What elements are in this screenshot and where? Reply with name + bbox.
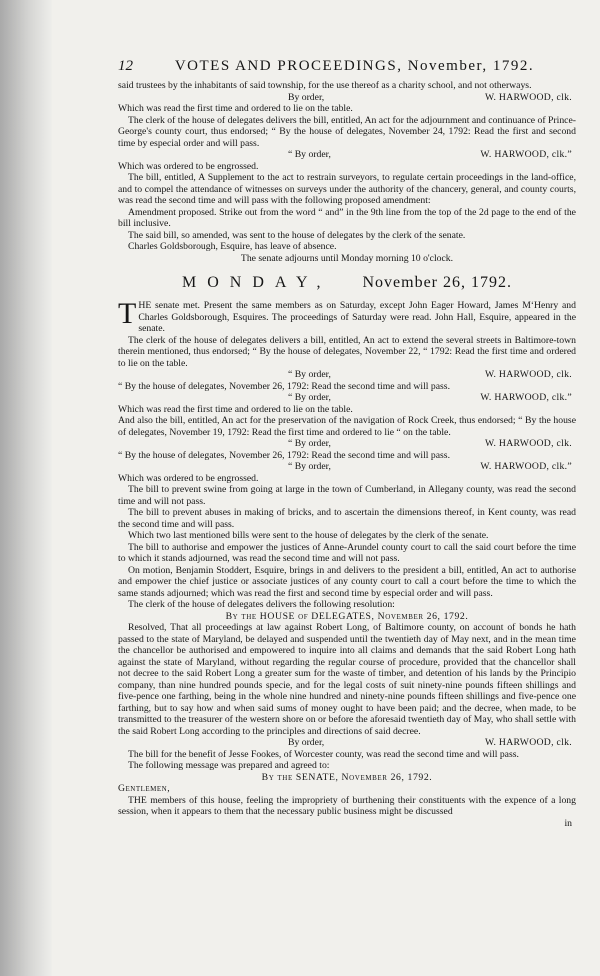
resolution-heading: By the HOUSE of DELEGATES, November 26, 1792. [225, 610, 469, 622]
page-number: 12 [118, 58, 133, 74]
paragraph: Charles Goldsborough, Esquire, has leave of absence. [128, 241, 337, 252]
by-order: “ By order, [288, 461, 331, 472]
paragraph: Which was ordered to be engrossed. [118, 160, 259, 172]
paragraph: The bill to prevent abuses in making of bricks, and to ascertain the dimensions thereof, in Kent county, was read the second time and will pass. [118, 507, 576, 530]
clerk-signature: W. HARWOOD, clk.” [480, 461, 572, 472]
paragraph [118, 297, 576, 335]
clerk-signature: W. HARWOOD, clk. [484, 438, 572, 449]
paragraph: Which two last mentioned bills were sent to the house of delegates by the clerk of the senate. [128, 530, 489, 541]
catchword: in [564, 817, 572, 829]
drop-cap: T [118, 297, 137, 330]
message-text: THE members of this house, feeling the impropriety of burthening their constituents with the expence of a long session, when it appears to them that the necessary public business might be discussed [118, 794, 576, 817]
running-title: VOTES AND PROCEEDINGS, November, 1792. [174, 58, 535, 74]
paragraph: Which was ordered to be engrossed. [118, 472, 259, 484]
order-signature [118, 149, 576, 161]
day-name: MONDAY, [182, 274, 332, 291]
by-order: “ By order, [288, 438, 331, 449]
paragraph: The clerk of the house of delegates delivers a bill, entitled, An act to extend the several streets in Baltimore-town therein mentioned, thus endorsed; “ By the house of delegates, November 22, “ 1792: Read the first time and ordered to lie on the table. [118, 334, 576, 369]
paragraph: The clerk of the house of delegates delivers the bill, entitled, An act for the adjournment and continuance of Prince-George's county court, thus endorsed; “ By the house of delegates, November 24, 1792: Read the first and second time by especial order and will pass. [118, 114, 576, 149]
paragraph: “ By the house of delegates, November 26, 1792: Read the second time and will pass. [118, 449, 450, 461]
day-date: November 26, 1792. [362, 274, 512, 291]
paragraph: The bill to authorise and empower the justices of Anne-Arundel county court to call the said court before the time to which it stands adjourned, was read the second time and will not pass. [118, 541, 576, 564]
paragraph: said trustees by the inhabitants of said township, for the use thereof as a charity school, and not otherways. [118, 80, 532, 91]
resolution-text: Resolved, That all proceedings at law against Robert Long, of Baltimore county, on account of bonds he hath passed to the state of Maryland, be delayed and suspended until the twentieth day of May next, and in the mean time the chancellor be authorised and empowered to inquire into all claims and demands that the said Robert Long hath against the state of Maryland, without regarding the regular course of procedure, provided that the chancellor shall not decree to the said Robert Long a greater sum for the waste of timber, and detention of his lands by the Principio company, than nine hundred pounds specie, and for the legal costs of suit ninety-nine pounds fifteen shillings and five-pence one farthing, being in the whole nine hundred and ninety-nine pounds fifteen shillings and five-pence one farthing, but to say how and when said sums of money ought to have been paid; and the decree, when made, to be transmitted to the treasurer of the western shore on or before the aforesaid twentieth day of May, who shall settle with the said Robert Long according to the principles and directions of said decree. [118, 622, 576, 737]
order-signature [118, 92, 576, 104]
binding-gutter [0, 0, 52, 976]
paragraph: The bill, entitled, A Supplement to the act to restrain surveyors, to regulate certain proceedings in the land-office, and to compel the attendance of witnesses on surveys under the authority of the chancery, general, and county courts, was read the second time and will pass with the following proposed amendment: [118, 172, 576, 206]
paragraph: Amendment proposed. Strike out from the word “ and” in the 9th line from the top of the 2d page to the end of the bill inclusive. [118, 206, 576, 229]
by-order: “ By order, [288, 149, 331, 160]
clerk-signature: W. HARWOOD, clk.” [480, 392, 572, 403]
paragraph: The bill for the benefit of Jesse Fookes, of Worcester county, was read the second time and will pass. [128, 748, 519, 760]
clerk-signature: W. HARWOOD, clk. [484, 737, 572, 748]
order-signature [118, 369, 576, 381]
paragraph: Which was read the first time and ordered to lie on the table. [118, 103, 353, 114]
day-heading [118, 274, 576, 292]
running-header [118, 58, 576, 78]
salutation: Gentlemen, [118, 783, 171, 794]
paragraph: Which was read the first time and ordered to lie on the table. [118, 403, 353, 415]
by-order: By order, [288, 91, 325, 103]
paragraph: And also the bill, entitled, An act for the preservation of the navigation of Rock Creek, thus endorsed; “ By the house of delegates, November 19, 1792: Read the first time and ordered to lie “ on the table. [118, 415, 576, 438]
order-signature [118, 461, 576, 473]
paragraph: The clerk of the house of delegates delivers the following resolution: [128, 599, 395, 610]
order-signature [118, 438, 576, 450]
paragraph: The said bill, so amended, was sent to the house of delegates by the clerk of the senate. [128, 229, 466, 241]
message-heading: By the SENATE, November 26, 1792. [261, 771, 433, 783]
order-signature [118, 737, 576, 749]
paragraph-text: HE senate met. Present the same members as on Saturday, except John Eager Howard, James M‘Henry and Charles Goldsborough, Esquires. The proceedings of Saturday were read. John Hall, Esquire, appeared in the senate. [138, 300, 576, 334]
clerk-signature: W. HARWOOD, clk. [484, 369, 572, 380]
order-signature [118, 392, 576, 404]
adjournment-line: The senate adjourns until Monday morning 10 o'clock. [240, 252, 454, 264]
paragraph: The bill to prevent swine from going at large in the town of Cumberland, in Allegany county, was read the second time and will not pass. [118, 484, 576, 507]
by-order: “ By order, [288, 369, 331, 380]
clerk-signature: W. HARWOOD, clk.” [480, 149, 572, 160]
paragraph: “ By the house of delegates, November 26, 1792: Read the second time and will pass. [118, 380, 450, 392]
by-order: “ By order, [288, 392, 331, 403]
by-order: By order, [288, 737, 325, 748]
paragraph: The following message was prepared and agreed to: [128, 760, 330, 771]
clerk-signature: W. HARWOOD, clk. [484, 91, 572, 103]
paragraph: On motion, Benjamin Stoddert, Esquire, brings in and delivers to the president a bill, entitled, An act to authorise and empower the chief justice or associate justices of any county court to call a court before the time to which the same stands adjourned; which was read the first and second time by especial order and will pass. [118, 564, 576, 599]
